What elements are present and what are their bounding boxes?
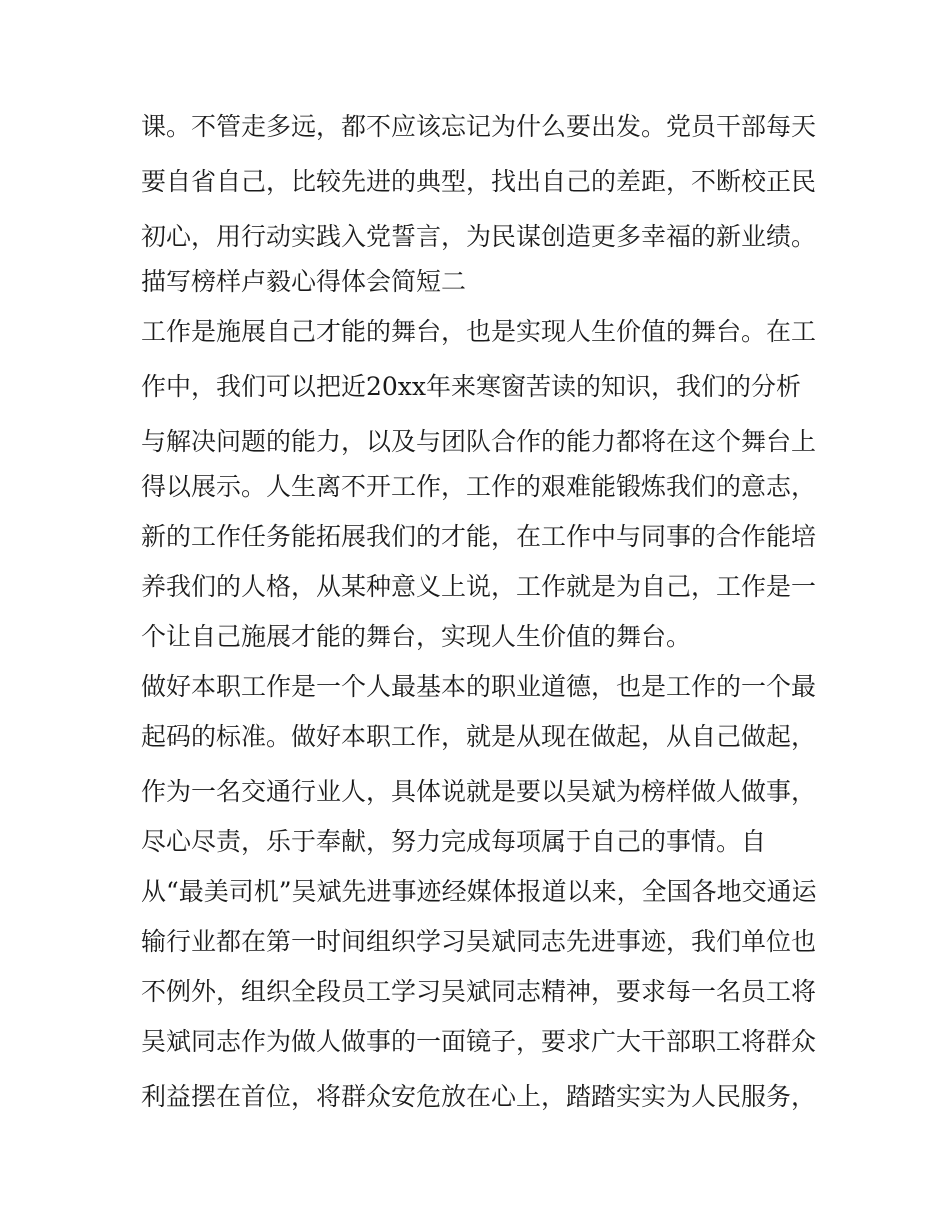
text-line-15: 尽心尽责，乐于奉献，努力完成每项属于自己的事情。自 xyxy=(141,827,767,856)
text-line-7: 与解决问题的能力，以及与团队合作的能力都将在这个舞台上 xyxy=(141,427,817,456)
section-heading: 描写榜样卢毅心得体会简短二 xyxy=(141,267,467,296)
text-line-13: 起码的标准。做好本职工作，就是从现在做起，从自己做起， xyxy=(141,722,817,751)
text-line-16: 从“最美司机”吴斌先进事迹经媒体报道以来，全国各地交通运 xyxy=(141,877,817,906)
text-line-17: 输行业都在第一时间组织学习吴斌同志先进事迹，我们单位也 xyxy=(141,927,817,956)
text-line-6: 作中，我们可以把近20xx年来寒窗苦读的知识，我们的分析 xyxy=(141,372,802,401)
text-line-3: 初心，用行动实践入党誓言，为民谋创造更多幸福的新业绩。 xyxy=(141,222,817,251)
text-line-19: 吴斌同志作为做人做事的一面镜子，要求广大干部职工将群众 xyxy=(141,1027,817,1056)
text-line-5: 工作是施展自己才能的舞台，也是实现人生价值的舞台。在工 xyxy=(141,317,817,346)
text-line-9: 新的工作任务能拓展我们的才能，在工作中与同事的合作能培 xyxy=(141,522,817,551)
text-line-20: 利益摆在首位，将群众安危放在心上，踏踏实实为人民服务， xyxy=(141,1082,817,1111)
text-line-11: 个让自己施展才能的舞台，实现人生价值的舞台。 xyxy=(141,622,692,651)
text-line-8: 得以展示。人生离不开工作，工作的艰难能锻炼我们的意志， xyxy=(141,472,817,501)
text-line-10: 养我们的人格，从某种意义上说，工作就是为自己，工作是一 xyxy=(141,572,817,601)
text-line-18: 不例外，组织全段员工学习吴斌同志精神，要求每一名员工将 xyxy=(141,977,817,1006)
text-line-12: 做好本职工作是一个人最基本的职业道德，也是工作的一个最 xyxy=(141,672,817,701)
text-line-2: 要自省自己，比较先进的典型，找出自己的差距，不断校正民 xyxy=(141,167,817,196)
text-line-14: 作为一名交通行业人，具体说就是要以吴斌为榜样做人做事， xyxy=(141,777,817,806)
text-line-1: 课。不管走多远，都不应该忘记为什么要出发。党员干部每天 xyxy=(141,112,817,141)
